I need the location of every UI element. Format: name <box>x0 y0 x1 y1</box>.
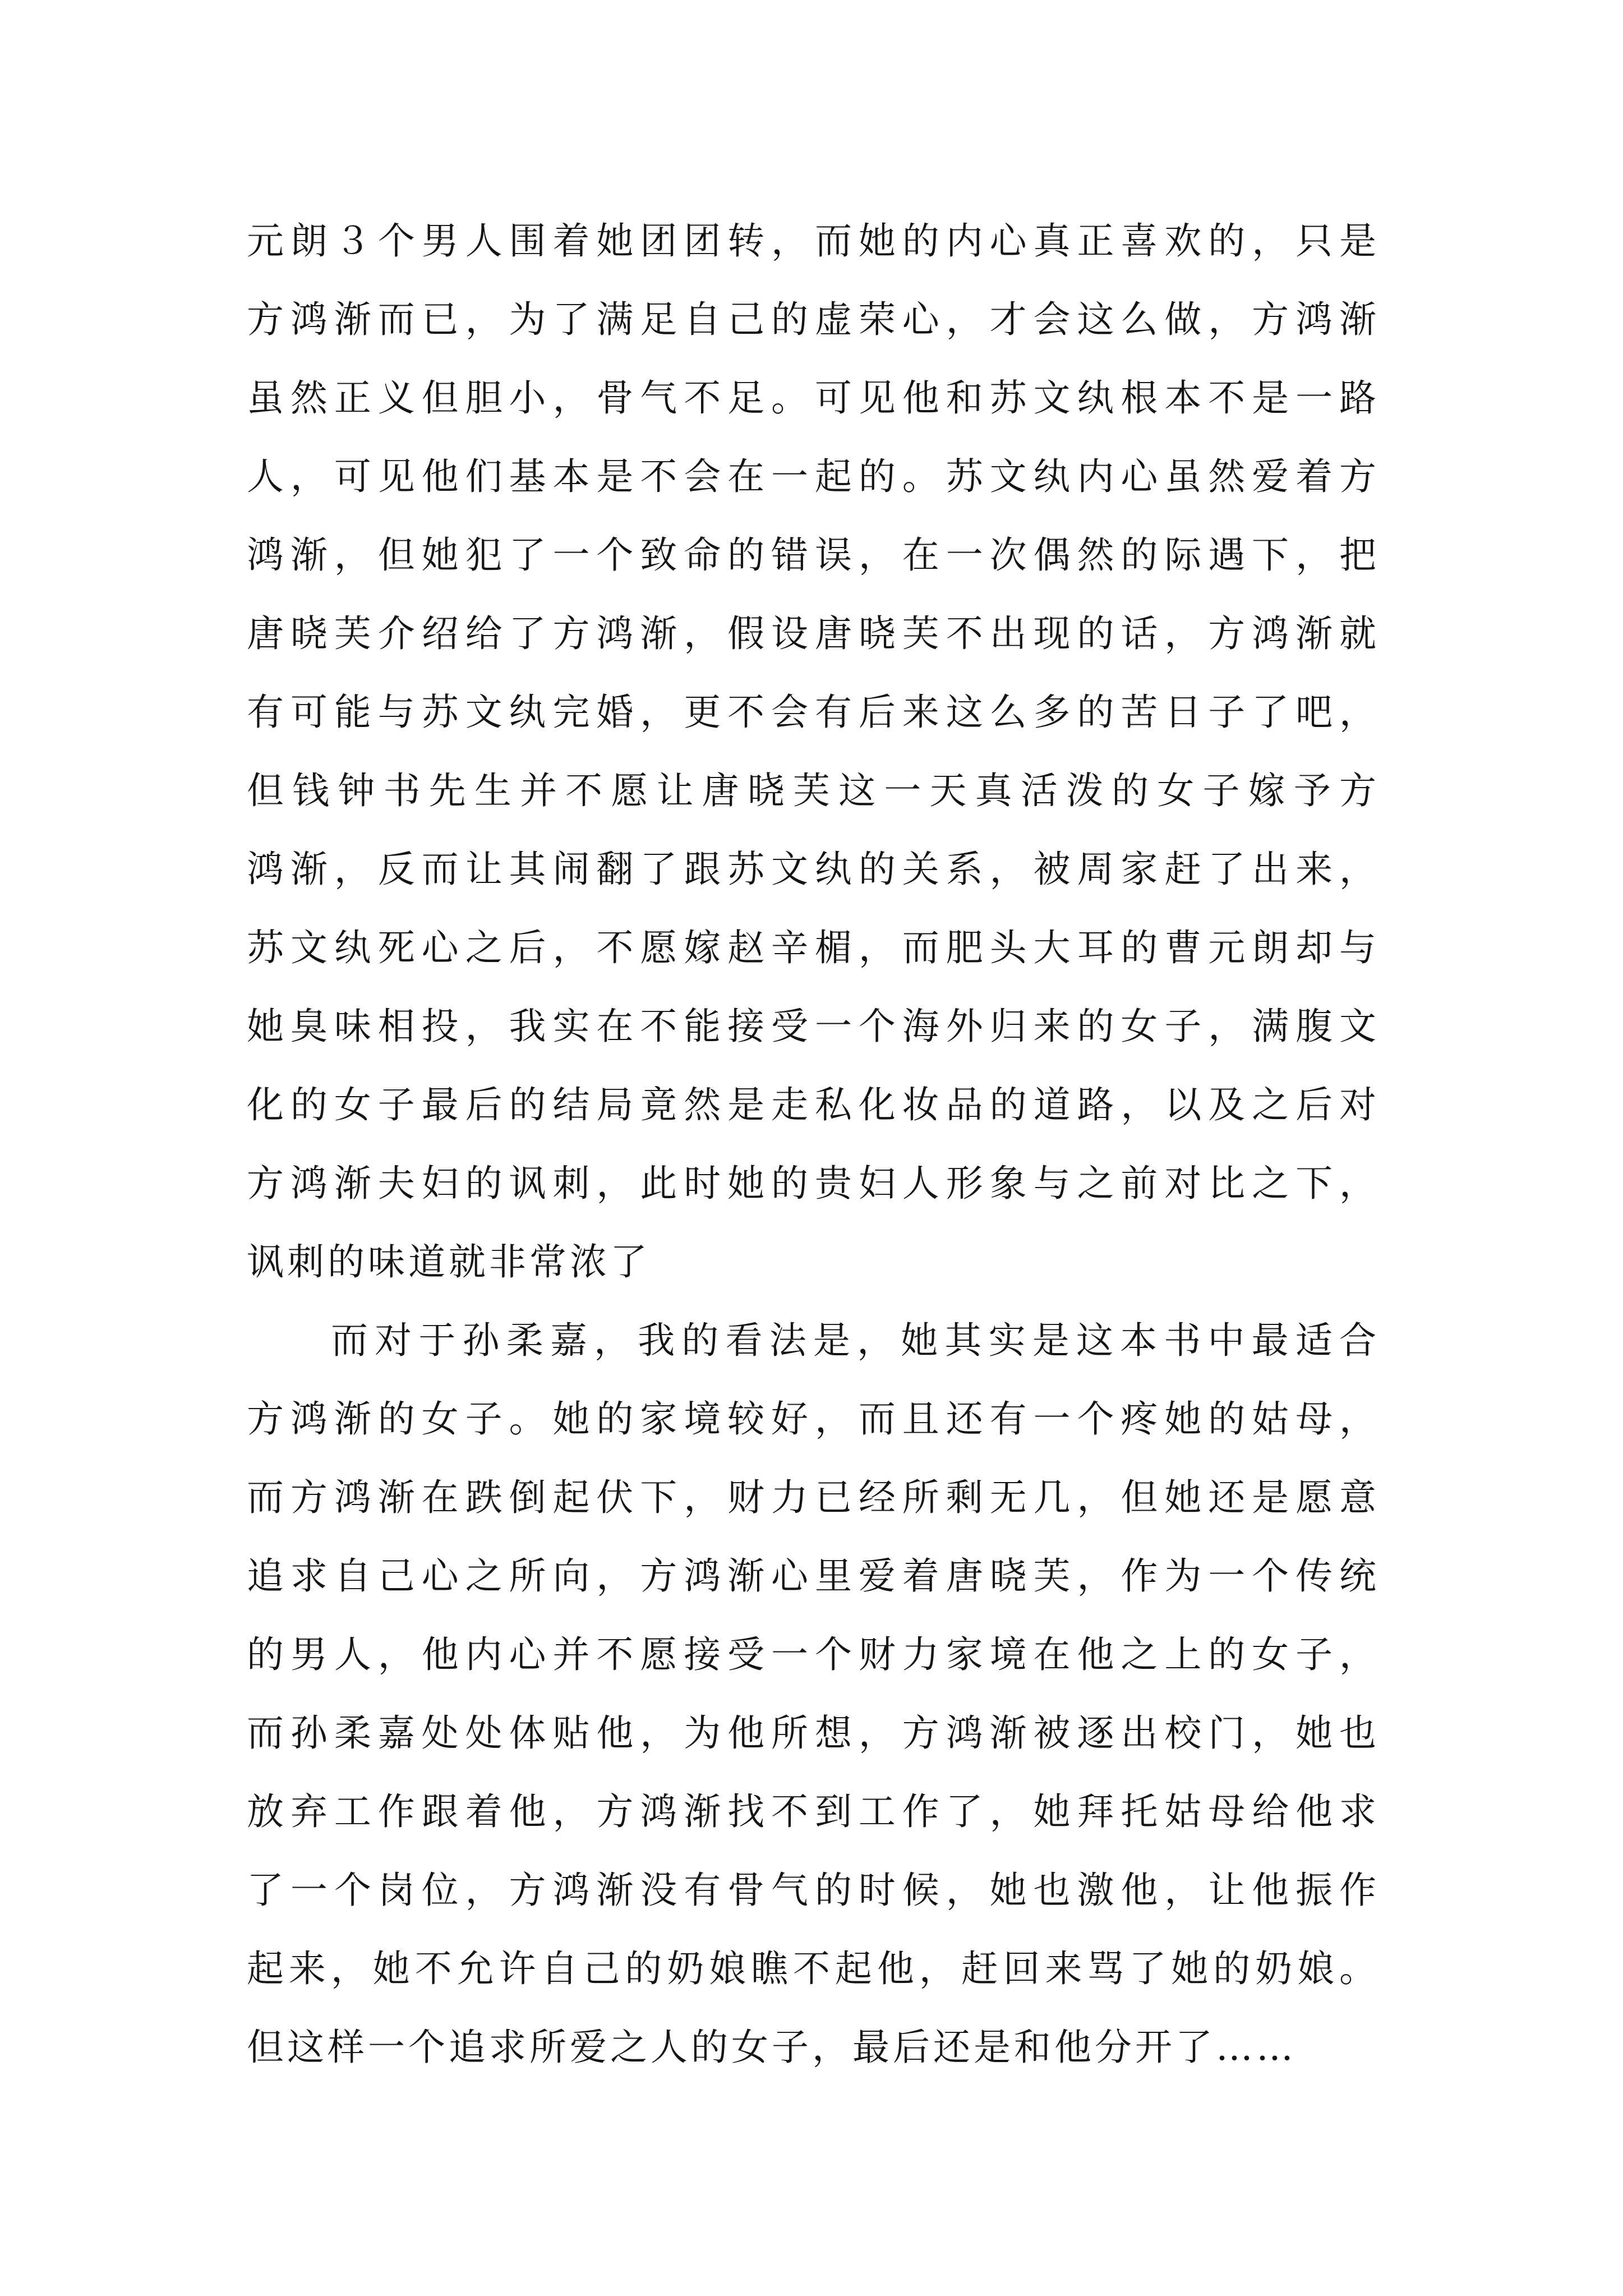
paragraph-line: 元朗３个男人围着她团团转，而她的内心真正喜欢的，只是 <box>247 219 1380 263</box>
paragraph-line: 追求自己心之所向，方鸿渐心里爱着唐晓芙，作为一个传统 <box>247 1554 1380 1598</box>
paragraph-line: 了一个岗位，方鸿渐没有骨气的时候，她也激他，让他振作 <box>247 1869 1380 1912</box>
paragraph-line: 化的女子最后的结局竟然是走私化妆品的道路，以及之后对 <box>247 1083 1380 1126</box>
paragraph-line: 她臭味相投，我实在不能接受一个海外归来的女子，满腹文 <box>247 1005 1380 1048</box>
paragraph-line: 而对于孙柔嘉，我的看法是，她其实是这本书中最适合 <box>331 1319 1380 1362</box>
paragraph-line: 起来，她不允许自己的奶娘瞧不起他，赶回来骂了她的奶娘。 <box>247 1947 1380 1990</box>
paragraph-line: 但这样一个追求所爱之人的女子，最后还是和他分开了…… <box>247 2026 1297 2069</box>
paragraph-line: 而孙柔嘉处处体贴他，为他所想，方鸿渐被逐出校门，她也 <box>247 1711 1380 1755</box>
paragraph-line: 方鸿渐的女子。她的家境较好，而且还有一个疼她的姑母， <box>247 1397 1380 1441</box>
paragraph-line: 但钱钟书先生并不愿让唐晓芙这一天真活泼的女子嫁予方 <box>247 769 1380 812</box>
paragraph-line: 的男人，他内心并不愿接受一个财力家境在他之上的女子， <box>247 1633 1380 1676</box>
paragraph-line: 虽然正义但胆小，骨气不足。可见他和苏文纨根本不是一路 <box>247 376 1380 420</box>
paragraph-line: 有可能与苏文纨完婚，更不会有后来这么多的苦日子了吧， <box>247 691 1380 734</box>
paragraph-line: 方鸿渐而已，为了满足自己的虚荣心，才会这么做，方鸿渐 <box>247 298 1380 341</box>
paragraph-line: 人，可见他们基本是不会在一起的。苏文纨内心虽然爱着方 <box>247 455 1380 498</box>
paragraph-line: 放弃工作跟着他，方鸿渐找不到工作了，她拜托姑母给他求 <box>247 1790 1380 1833</box>
paragraph-line: 唐晓芙介绍给了方鸿渐，假设唐晓芙不出现的话，方鸿渐就 <box>247 612 1380 655</box>
paragraph-line: 讽刺的味道就非常浓了 <box>247 1240 651 1283</box>
paragraph-line: 而方鸿渐在跌倒起伏下，财力已经所剩无几，但她还是愿意 <box>247 1476 1380 1519</box>
paragraph-line: 苏文纨死心之后，不愿嫁赵辛楣，而肥头大耳的曹元朗却与 <box>247 926 1380 969</box>
paragraph-line: 鸿渐，反而让其闹翻了跟苏文纨的关系，被周家赶了出来， <box>247 848 1380 891</box>
paragraph-line: 方鸿渐夫妇的讽刺，此时她的贵妇人形象与之前对比之下， <box>247 1162 1380 1205</box>
paragraph-line: 鸿渐，但她犯了一个致命的错误，在一次偶然的际遇下，把 <box>247 533 1380 577</box>
